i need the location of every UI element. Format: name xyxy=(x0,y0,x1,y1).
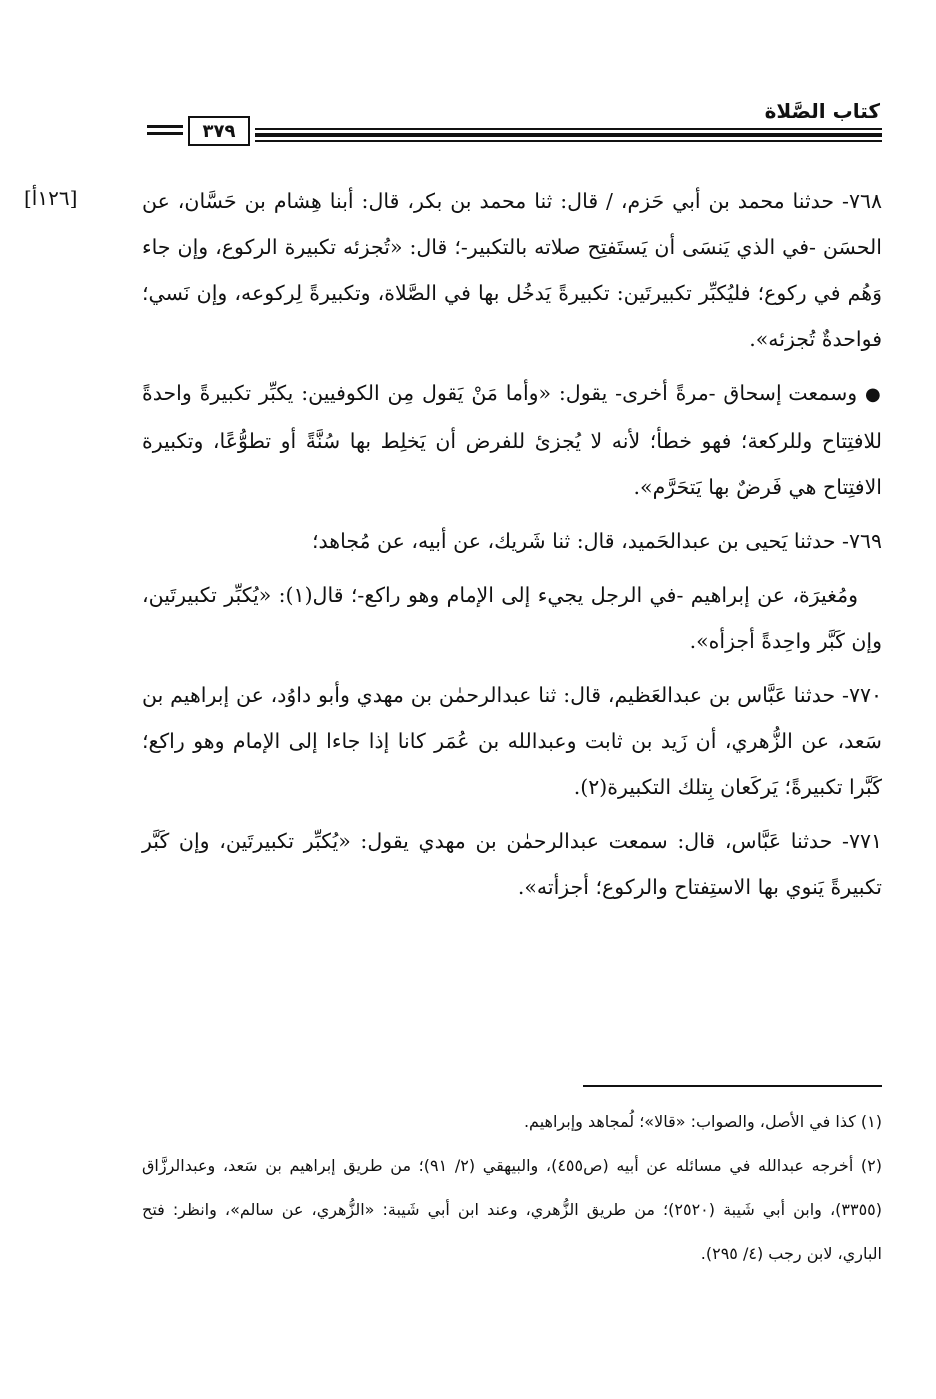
ornament-bar xyxy=(147,125,183,128)
hadith-769: ٧٦٩- حدثنا يَحيى بن عبدالحَميد، قال: ثنا شَريك، عن أبيه، عن مُجاهد؛ xyxy=(311,529,882,553)
footnote-2: (٢) أخرجه عبدالله في مسائله عن أبيه (ص٤٥٥)، والبيهقي (٢/ ٩١)؛ من طريق إبراهيم بن سَعد، وعبدالرزَّاق (٣٣٥٥)، وابن أبي شَيبة (٢٥٢٠)؛ من طريق الزُّهري، وعند ابن أبي شَيبة: «الزُّهري، عن سالم»، وانظر: فتح الباري، لابن رجب (٤/ ٢٩٥). xyxy=(142,1156,883,1263)
ornament-bar xyxy=(147,132,183,135)
hadith-770: ٧٧٠- حدثنا عَبَّاس بن عبدالعَظيم، قال: ثنا عبدالرحمٰن بن مهدي وأبو داوُد، عن إبراهيم بن سَعد، عن الزُّهري، أن زَيد بن ثابت وعبدالله بن عُمَر كانا إذا جاءا إلى الإمام وهو راكع؛ كَبَّرا تكبيرةً؛ يَركَعان بِتلك التكبيرة(٢). xyxy=(142,683,882,799)
running-header-title: كتاب الصَّلاة xyxy=(764,99,880,123)
manuscript-folio-marker: [١٢٦أ] xyxy=(24,186,78,210)
footnotes xyxy=(142,1100,882,1276)
footnote-1: (١) كذا في الأصل، والصواب: «قالا»؛ لُمجاهد وإبراهيم. xyxy=(523,1112,882,1131)
header-rule-thick xyxy=(255,133,882,137)
hadith-768: ٧٦٨- حدثنا محمد بن أبي حَزم، / قال: ثنا محمد بن بكر، قال: أبنا هِشام بن حَسَّان، عن الحسَن -في الذي يَنسَى أن يَستَفتِح صلاته بالتكبير-؛ قال: «تُجزئه تكبيرة الركوع، وإن جاء وَهُم في ركوع؛ فليُكبِّر تكبيرتَين: تكبيرةً يَدخُل بها في الصَّلاة، وتكبيرةً لِركوعه، وإن نَسي؛ فواحدةٌ تُجزئه». xyxy=(142,189,882,351)
hadith-769-continued: ومُغيرَة، عن إبراهيم -في الرجل يجيء إلى الإمام وهو راكع-؛ قال(١): «يُكبِّر تكبيرتَين، وإن كَبَّر واحِدةً أجزأه». xyxy=(142,583,882,653)
main-text xyxy=(142,178,882,918)
footnote-separator xyxy=(583,1085,882,1087)
header-rule-thin xyxy=(255,128,882,130)
header-ornament-bars xyxy=(147,125,183,139)
bullet-icon: ● xyxy=(864,384,882,405)
ishaq-statement-text: وسمعت إسحاق -مرةً أخرى- يقول: «وأما مَنْ يَقول مِن الكوفيين: يكبِّر تكبيرةً واحدةً للافتِتاح وللركعة؛ فهو خطأ؛ لأنه لا يُجزئ للفرض أن يَخلِط بها سُنَّةً أو تطوُّعًا، وتكبيرة الافتِتاح هي فَرضٌ بها يَتحَرَّم». xyxy=(142,381,882,499)
ishaq-statement xyxy=(142,370,882,510)
hadith-771: ٧٧١- حدثنا عَبَّاس، قال: سمعت عبدالرحمٰن بن مهدي يقول: «يُكبِّر تكبيرتَين، وإن كَبَّر تكبيرةً يَنوي بها الاستِفتاح والركوع؛ أجزأته». xyxy=(142,829,882,899)
header-rule-thin-lower xyxy=(255,140,882,142)
page-number: ٣٧٩ xyxy=(188,116,250,146)
